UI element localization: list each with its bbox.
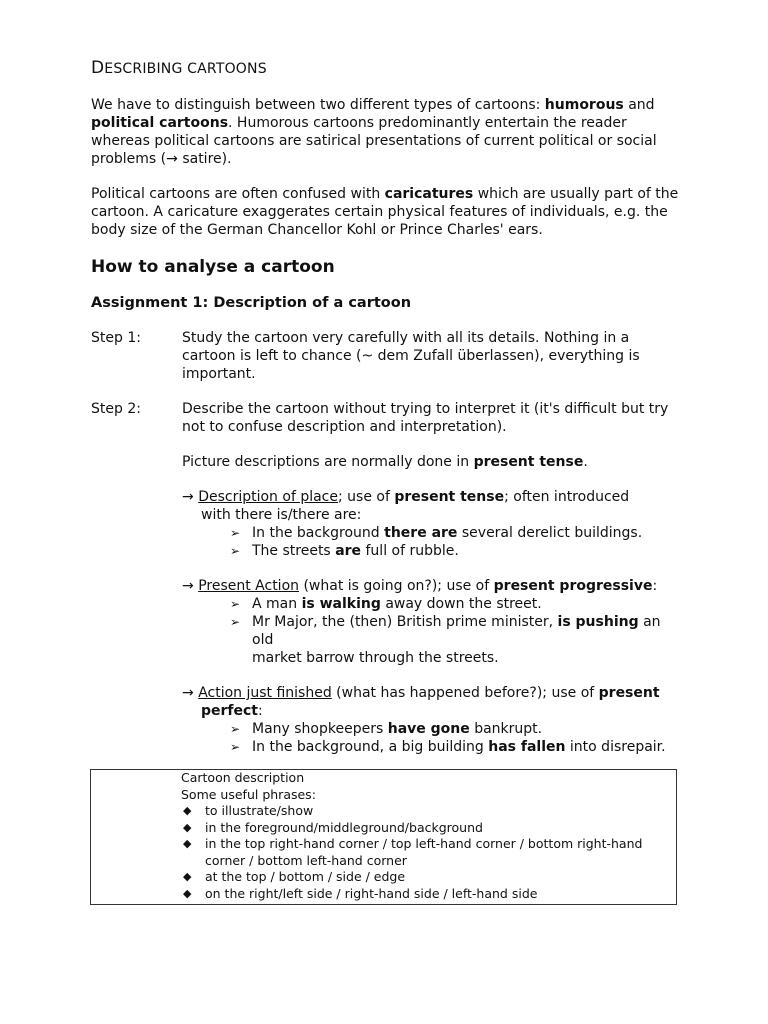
text: Political cartoons are often confused with — [91, 186, 385, 202]
section-heading: How to analyse a cartoon — [91, 257, 335, 277]
arrowhead-bullet-icon: ➢ — [230, 544, 241, 558]
present-action — [182, 577, 681, 667]
list-item — [182, 524, 681, 542]
list-item — [182, 595, 681, 613]
bold-text: have gone — [387, 721, 470, 737]
text: . Humorous cartoons predominantly entertain the reader whereas political cartoons are satirical presentations of current political or social problems (→ satire). — [91, 115, 657, 167]
diamond-bullet-icon: ◆ — [183, 820, 192, 834]
diamond-bullet-icon: ◆ — [183, 837, 192, 850]
step-2-text: Describe the cartoon without trying to interpret it (it's difficult but try not to confuse description and interpretation). — [182, 401, 669, 435]
text: Picture descriptions are normally done in — [182, 454, 474, 470]
text: into disrepair. — [565, 739, 666, 755]
bold-text: is walking — [301, 596, 381, 612]
bold-text: perfect — [201, 703, 258, 719]
text: We have to distinguish between two different types of cartoons: — [91, 97, 545, 113]
bold-text: present tense — [473, 454, 584, 470]
document-page — [91, 58, 681, 790]
description-of-place — [182, 488, 681, 560]
text: In the background, a big building — [252, 739, 489, 755]
text: In the background — [252, 525, 385, 541]
term-humorous: humorous — [544, 97, 624, 113]
arrowhead-bullet-icon: ➢ — [230, 597, 241, 611]
text: which are usually part of the cartoon. A caricature exaggerates certain physical features of individuals, e.g. the body size of the German Chancellor Kohl or Prince Charles' ears. — [91, 186, 679, 238]
step-1-text: Study the cartoon very carefully with all its details. Nothing in a cartoon is left to chance (~ dem Zufall überlassen), everything is important. — [182, 330, 640, 382]
phrase-item — [181, 836, 672, 869]
page-title — [91, 58, 681, 78]
diamond-bullet-icon: ◆ — [183, 886, 192, 900]
text: market barrow through the streets. — [252, 650, 499, 666]
list-item — [182, 738, 681, 756]
text: to illustrate/show — [205, 803, 314, 818]
underlined-text: Description of place — [198, 489, 338, 505]
text: . — [583, 454, 588, 470]
list-item — [182, 613, 681, 667]
bold-text: are — [335, 543, 362, 559]
useful-phrases-box — [90, 769, 677, 905]
underlined-text: Action just finished — [198, 685, 332, 701]
underlined-text: Present Action — [198, 578, 300, 594]
box-heading: Cartoon description — [181, 770, 305, 785]
box-subheading: Some useful phrases: — [181, 786, 316, 802]
step-2-label: Step 2: — [91, 401, 141, 417]
bold-text: is pushing — [557, 614, 639, 630]
text: (what has happened before?); use of — [331, 685, 599, 701]
bold-text: present tense — [394, 489, 505, 505]
list-item — [182, 542, 681, 560]
arrow-icon: → — [182, 685, 194, 701]
bold-text: present progressive — [493, 578, 653, 594]
text: on the right/left side / right-hand side / left-hand side — [205, 885, 538, 901]
list-item — [182, 720, 681, 738]
diamond-bullet-icon: ◆ — [183, 870, 192, 883]
bold-text: has fallen — [488, 739, 566, 755]
text: away down the street. — [380, 596, 542, 612]
text: and — [623, 97, 655, 113]
text: The streets — [252, 543, 336, 559]
text: bankrupt. — [469, 721, 543, 737]
arrow-icon: → — [182, 578, 194, 594]
assignment-heading: Assignment 1: Description of a cartoon — [91, 295, 412, 311]
text: at the top / bottom / side / edge — [205, 869, 406, 884]
title-rest: ESCRIBING CARTOONS — [104, 61, 267, 77]
text: in the foreground/middleground/background — [205, 819, 483, 835]
text: : — [258, 703, 263, 719]
text: Many shopkeepers — [252, 721, 388, 737]
step-1 — [91, 329, 681, 383]
text: corner / bottom left-hand corner — [205, 852, 407, 868]
text: with there is/there are: — [201, 507, 362, 523]
arrowhead-bullet-icon: ➢ — [230, 526, 241, 540]
phrase-item — [181, 803, 672, 820]
arrowhead-bullet-icon: ➢ — [230, 740, 241, 754]
action-just-finished — [182, 684, 681, 756]
term-caricatures: caricatures — [384, 186, 474, 202]
arrow-icon: → — [182, 489, 194, 505]
step-2 — [91, 400, 681, 773]
text: ; often introduced — [504, 489, 630, 505]
arrowhead-bullet-icon: ➢ — [230, 722, 241, 736]
text: an old — [252, 614, 661, 648]
text: full of rubble. — [361, 543, 459, 559]
phrase-item — [181, 886, 672, 903]
text: Mr Major, the (then) British prime minister, — [252, 614, 558, 630]
diamond-bullet-icon: ◆ — [183, 804, 192, 817]
step-1-label: Step 1: — [91, 330, 141, 346]
text: : — [652, 578, 658, 594]
term-political-cartoons: political cartoons — [91, 115, 229, 131]
tense-note — [182, 453, 681, 471]
text: in the top right-hand corner / top left-hand corner / bottom right-hand — [205, 836, 643, 851]
title-initial: D — [91, 58, 105, 78]
paragraph-cartoon-types — [91, 96, 681, 168]
phrase-item — [181, 869, 672, 886]
arrowhead-bullet-icon: ➢ — [230, 615, 241, 629]
paragraph-caricatures — [91, 185, 681, 239]
text: A man — [252, 596, 302, 612]
text: ; use of — [337, 489, 395, 505]
text: several derelict buildings. — [457, 525, 643, 541]
bold-text: present — [598, 685, 660, 701]
bold-text: there are — [384, 525, 458, 541]
phrase-item — [181, 820, 672, 837]
text: (what is going on?); use of — [299, 578, 494, 594]
